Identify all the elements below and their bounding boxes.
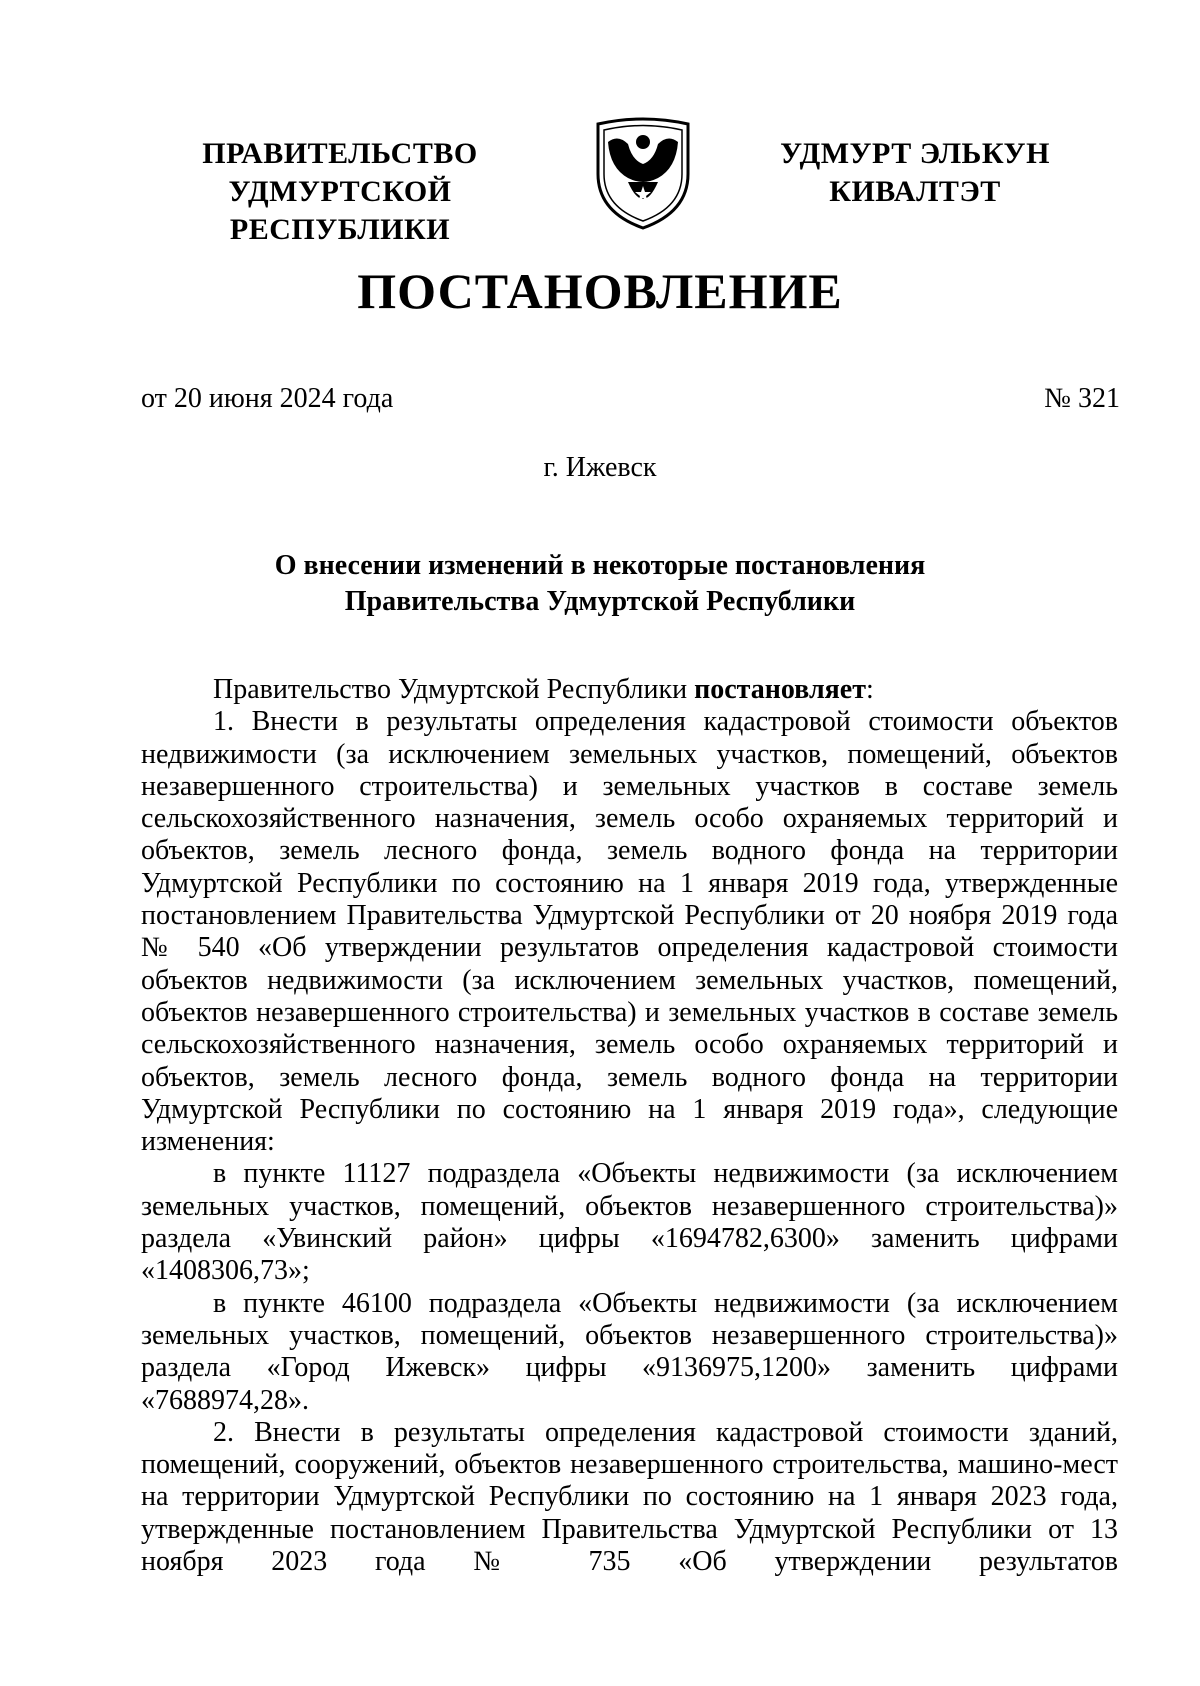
udmurt-coat-of-arms-icon (588, 112, 698, 232)
document-city: г. Ижевск (543, 452, 657, 483)
intro-text: Правительство Удмуртской Республики (213, 674, 695, 705)
document-body (141, 674, 1118, 1578)
paragraph-1-amendment-b: в пункте 46100 подраздела «Объекты недвижимости (за исключением земельных участков, помещений, объектов незавершенного строительства)» раздела «Город Ижевск» цифры «9136975,1200» заменить цифрами «7688974,28». (141, 1287, 1118, 1416)
header-left-block (120, 135, 560, 249)
paragraph-1-amendment-a: в пункте 11127 подраздела «Объекты недвижимости (за исключением земельных участков, помещений, объектов незавершенного строительства)» раздела «Увинский район» цифры «1694782,6300» заменить цифрами «1408306,73»; (141, 1158, 1118, 1287)
subject-line2: Правительства Удмуртской Республики (344, 586, 856, 617)
header-right-line1: УДМУРТ ЭЛЬКУН (780, 137, 1050, 170)
intro-end: : (865, 674, 874, 705)
subject-line1: О внесении изменений в некоторые постановления (274, 550, 926, 581)
document-date: от 20 июня 2024 года (141, 383, 394, 414)
header-left-line2: УДМУРТСКОЙ РЕСПУБЛИКИ (228, 175, 452, 246)
document-title: ПОСТАНОВЛЕНИЕ (357, 263, 843, 319)
header-left-line1: ПРАВИТЕЛЬСТВО (202, 137, 478, 170)
paragraph-1: 1. Внести в результаты определения кадастровой стоимости объектов недвижимости (за исключением земельных участков, помещений, объектов незавершенного строительства) и земельных участков в составе земель сельскохозяйственного назначения, земель особо охраняемых территорий и объектов, земель лесного фонда, земель водного фонда на территории Удмуртской Республики по состоянию на 1 января 2019 года, утвержденные постановлением Правительства Удмуртской Республики от 20 ноября 2019 года № 540 «Об утверждении результатов определения кадастровой стоимости объектов недвижимости (за исключением земельных участков, помещений, объектов незавершенного строительства) и земельных участков в составе земель сельскохозяйственного назначения, земель особо охраняемых территорий и объектов, земель лесного фонда, земель водного фонда на территории Удмуртской Республики по состоянию на 1 января 2019 года», следующие изменения: (141, 706, 1118, 1158)
intro-paragraph (141, 674, 1118, 706)
header-right-line2: КИВАЛТЭТ (829, 175, 1001, 208)
paragraph-2: 2. Внести в результаты определения кадастровой стоимости зданий, помещений, сооружений, объектов незавершенного строительства, машино-мест на территории Удмуртской Республики по состоянию на 1 января 2023 года, утвержденные постановлением Правительства Удмуртской Республики от 13 ноября 2023 года № 735 «Об утверждении результатов (141, 1416, 1118, 1578)
document-number: № 321 (1044, 383, 1120, 414)
intro-bold: постановляет (694, 674, 866, 705)
header-right-block (765, 135, 1065, 211)
document-subject (0, 548, 1200, 620)
